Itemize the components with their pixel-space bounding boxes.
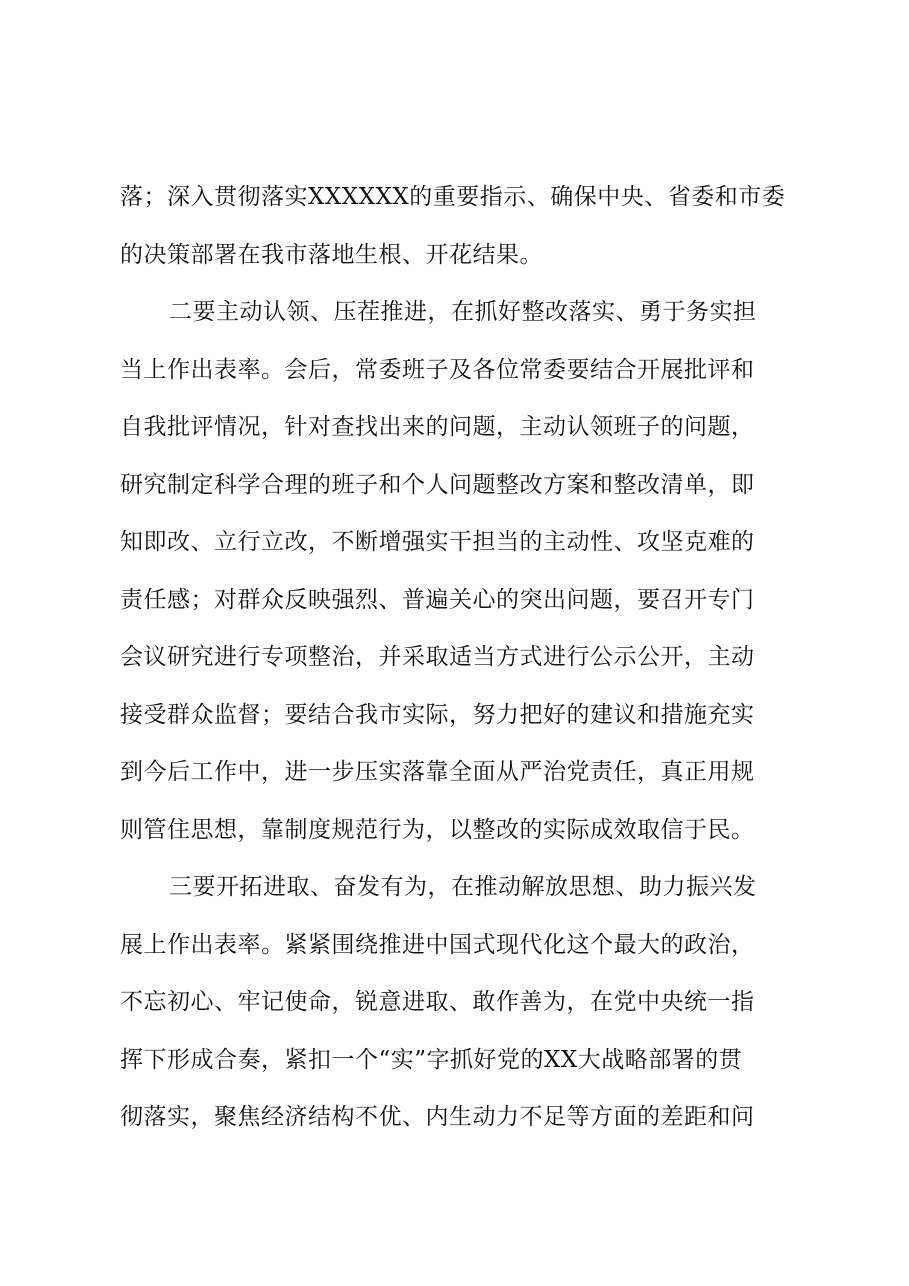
paragraph-start-line: 二要主动认领、压茬推进，在抓好整改落实、勇于务实担 xyxy=(169,299,757,325)
text-line: 接受群众监督；要结合我市实际，努力把好的建议和措施充实 xyxy=(120,701,755,728)
text-line: 彻落实，聚焦经济结构不优、内生动力不足等方面的差距和问 xyxy=(120,1104,755,1130)
paragraph-start-line: 三要开拓进取、奋发有为，在推动解放思想、助力振兴发 xyxy=(169,874,757,900)
text-line: 落；深入贯彻落实XXXXXX的重要指示、确保中央、省委和市委 xyxy=(120,184,786,210)
text-line: 到今后工作中，进一步压实落靠全面从严治党责任，真正用规 xyxy=(120,759,755,785)
document-body xyxy=(120,169,800,1147)
text-line: 不忘初心、牢记使命，锐意进取、敢作善为，在党中央统一指 xyxy=(120,989,755,1015)
text-line: 知即改、立行立改，不断增强实干担当的主动性、攻坚克难的 xyxy=(120,529,755,555)
text-line: 当上作出表率。会后，常委班子及各位常委要结合开展批评和 xyxy=(120,356,755,383)
text-line: 会议研究进行专项整治，并采取适当方式进行公示公开，主动 xyxy=(120,644,755,670)
text-line: 的决策部署在我市落地生根、开花结果。 xyxy=(120,241,543,268)
text-line: 责任感；对群众反映强烈、普遍关心的突出问题，要召开专门 xyxy=(120,586,755,613)
text-line: 则管住思想，靠制度规范行为，以整改的实际成效取信于民。 xyxy=(120,816,755,843)
text-line: 挥下形成合奏，紧扣一个“实”字抓好党的XX大战略部署的贯 xyxy=(120,1046,743,1073)
text-line: 研究制定科学合理的班子和个人问题整改方案和整改清单，即 xyxy=(120,471,755,498)
text-line: 自我批评情况，针对查找出来的问题，主动认领班子的问题， xyxy=(120,414,755,440)
text-line: 展上作出表率。紧紧围绕推进中国式现代化这个最大的政治， xyxy=(120,931,755,958)
